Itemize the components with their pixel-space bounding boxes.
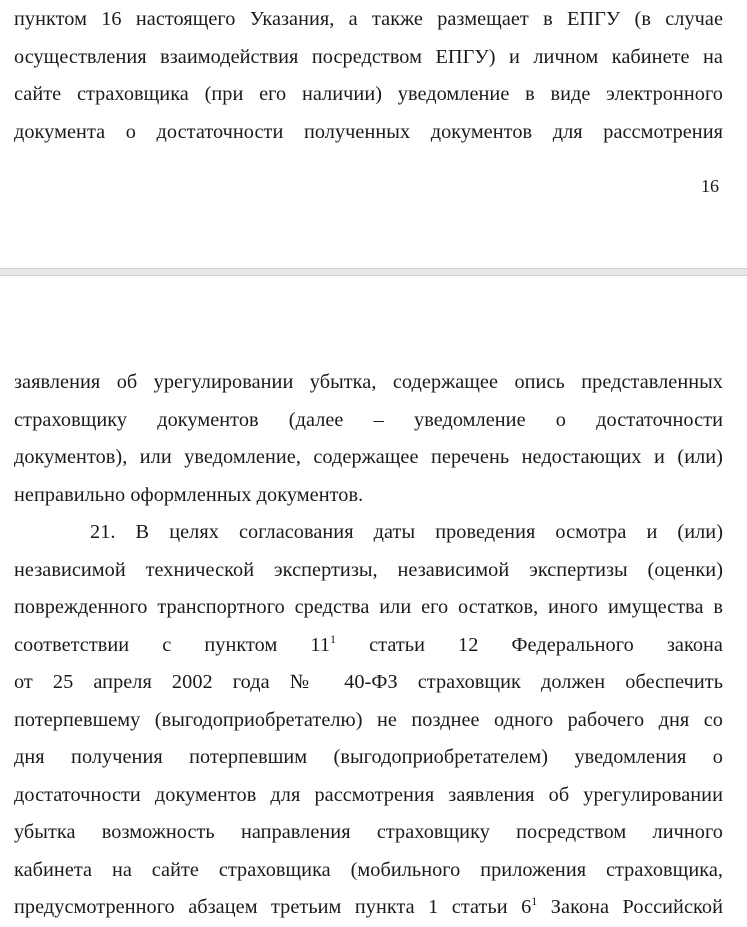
page-number: 16 [701, 176, 719, 196]
text-line: неправильно оформленных документов. [14, 483, 364, 506]
text-line: достаточности документов для рассмотрения заявления об урегулировании [14, 783, 723, 806]
text-fragment: соответствии с пунктом 11 [14, 633, 331, 656]
top-page-text [14, 1, 723, 151]
text-line: заявления об урегулировании убытка, содержащее опись представленных [14, 371, 723, 393]
text-line: убытка возможность направления страховщику посредством личного [14, 821, 723, 843]
document-page-top [0, 0, 747, 268]
bottom-page-text [14, 364, 723, 927]
text-line: от 25 апреля 2002 года № 40-ФЗ страховщик должен обеспечить [14, 671, 723, 693]
page-separator [0, 268, 747, 276]
text-line: потерпевшему (выгодоприобретателю) не позднее одного рабочего дня со [14, 708, 723, 731]
text-line: дня получения потерпевшим (выгодоприобретателем) уведомления о [14, 746, 723, 768]
superscript: 1 [531, 894, 538, 908]
document-page-bottom [0, 276, 747, 923]
text-line: документа о достаточности полученных документов для рассмотрения [14, 120, 723, 143]
text-fragment: предусмотренного абзацем третьим пункта 1 статьи 6 [14, 896, 532, 918]
text-line: страховщику документов (далее – уведомление о достаточности [14, 408, 723, 431]
text-fragment: статьи 12 Федерального закона [336, 633, 723, 656]
text-line-with-superscript [14, 627, 723, 665]
superscript: 1 [330, 631, 337, 646]
text-line: документов), или уведомление, содержащее перечень недостающих и (или) [14, 446, 723, 468]
text-line: осуществления взаимодействия посредством ЕПГУ) и личном кабинете на [14, 45, 723, 68]
text-fragment: Закона Российской [537, 896, 723, 918]
text-line: пунктом 16 настоящего Указания, а также размещает в ЕПГУ (в случае [14, 8, 723, 30]
text-line-with-superscript [14, 889, 723, 927]
text-line: поврежденного транспортного средства или его остатков, иного имущества в [14, 596, 723, 618]
text-line: сайте страховщика (при его наличии) уведомление в виде электронного [14, 83, 723, 105]
text-line: независимой технической экспертизы, независимой экспертизы (оценки) [14, 558, 723, 581]
paragraph-21-start: 21. В целях согласования даты проведения осмотра и (или) [90, 521, 723, 543]
text-line: кабинета на сайте страховщика (мобильного приложения страховщика, [14, 858, 723, 881]
